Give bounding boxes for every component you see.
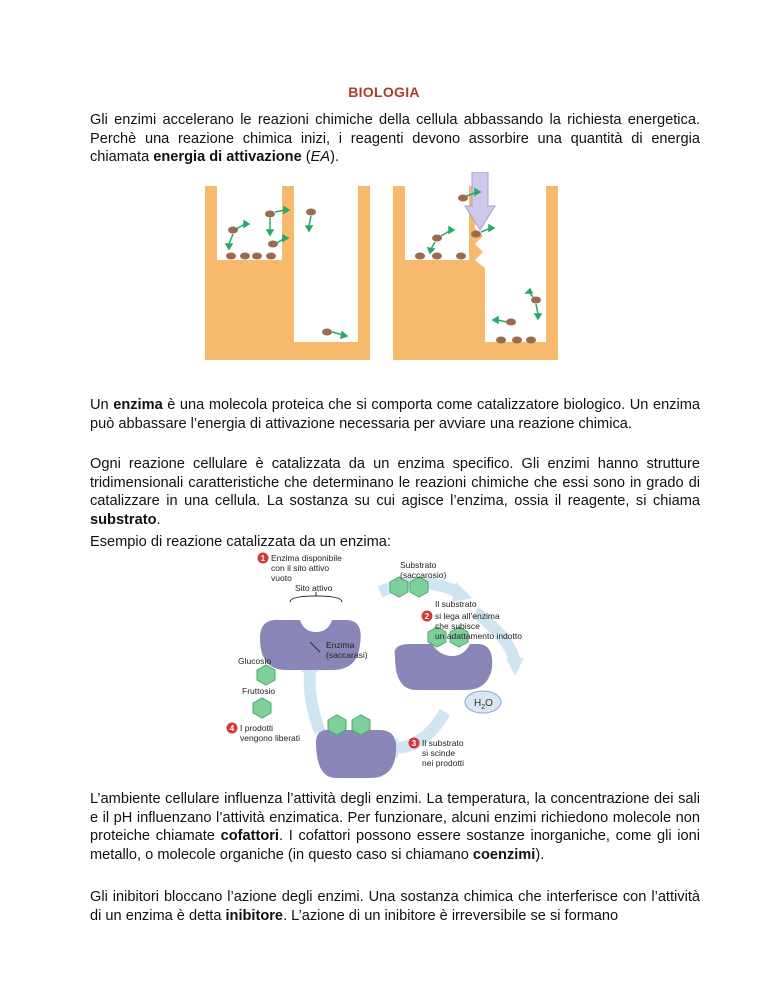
paragraph-enzyme: Un enzima è una molecola proteica che si comporta come catalizzatore biologico. Un enzima può abbassare l’energia di attivazione necessaria per avviare una reazione chimica. (90, 397, 700, 432)
svg-text:si scinde: si scinde (422, 748, 456, 758)
enzyme-label-2: (saccarasi) (326, 650, 368, 660)
glucose-label: Glucosio (238, 656, 272, 666)
activation-energy-figure (195, 172, 573, 370)
term-substrate: substrato (90, 511, 157, 528)
svg-text:H2O: $H_2O$ (474, 698, 493, 711)
svg-text:4: 4 (229, 724, 235, 733)
svg-text:Il substrato: Il substrato (422, 738, 464, 748)
svg-text:si lega all’enzima: si lega all’enzima (435, 611, 500, 621)
svg-text:un adattamento indotto: un adattamento indotto (435, 631, 522, 641)
substrate-label-2: (saccarosio) (400, 570, 447, 580)
svg-text:2: 2 (424, 612, 430, 621)
enzyme-cycle-figure (220, 552, 690, 782)
svg-text:Il substrato: Il substrato (435, 599, 477, 609)
paragraph-inhibitors: Gli inibitori bloccano l’azione degli enzimi. Una sostanza chimica che interferisce con l’attività di un enzima è detta inibitore. L’azione di un inibitore è irreversibile se si formano (90, 889, 700, 924)
page-title: BIOLOGIA (348, 84, 420, 100)
term-ea: EA (310, 149, 331, 165)
paragraph-substrate: Ogni reazione cellulare è catalizzata da un enzima specifico. Gli enzimi hanno strutture tridimensionali caratteristiche che determinano le reazioni chimiche che essi sono in grado di catalizzare in una cellula. La sostanza su cui agisce l’enzima, ossia il reagente, si chiama substrato. (90, 456, 700, 528)
term-cofactors: cofattori (220, 828, 279, 844)
paragraph-activation-energy: Gli enzimi accelerano le reazioni chimiche della cellula abbassando la richiesta energetica. Perchè una reazione chimica inizi, i reagenti devono assorbire una quantità di energia chiamata energia di attivazione (EA). (90, 112, 700, 165)
svg-text:1: 1 (260, 554, 266, 563)
paragraph-cofactors: L’ambiente cellulare influenza l’attività degli enzimi. La temperatura, la concentrazione dei sali e il pH influenzano l’attività enzimatica. Per funzionare, alcuni enzimi richiedono molecole non proteiche chiamate cofattori. I cofattori possono essere sostanze inorganiche, come gli ioni metallo, o molecole organiche (in questo caso si chiamano coenzimi). (90, 791, 700, 863)
svg-text:nei prodotti: nei prodotti (422, 758, 465, 768)
enzyme-bound (395, 644, 493, 690)
term-enzyme: enzima (113, 397, 163, 413)
term-activation-energy: energia di attivazione (153, 149, 302, 165)
paragraph-example: Esempio di reazione catalizzata da un enzima: (90, 534, 391, 550)
svg-text:che subisce: che subisce (435, 621, 480, 631)
fructose-label: Fruttosio (242, 686, 276, 696)
enzyme-split (316, 730, 396, 778)
term-coenzymes: coenzimi (472, 846, 536, 863)
svg-text:I prodotti: I prodotti (240, 723, 274, 733)
active-site-label: Sito attivo (295, 583, 333, 593)
svg-text:vengono liberati: vengono liberati (240, 733, 301, 743)
step1-line2: con il sito attivo (271, 563, 330, 573)
step1-line3: vuoto (271, 573, 292, 583)
svg-text:3: 3 (411, 739, 417, 748)
substrate-label-1: Substrato (400, 560, 437, 570)
enzyme-label-1: Enzima (326, 640, 355, 650)
step1-line1: Enzima disponibile (271, 553, 342, 563)
term-inhibitor: inibitore (225, 907, 284, 924)
